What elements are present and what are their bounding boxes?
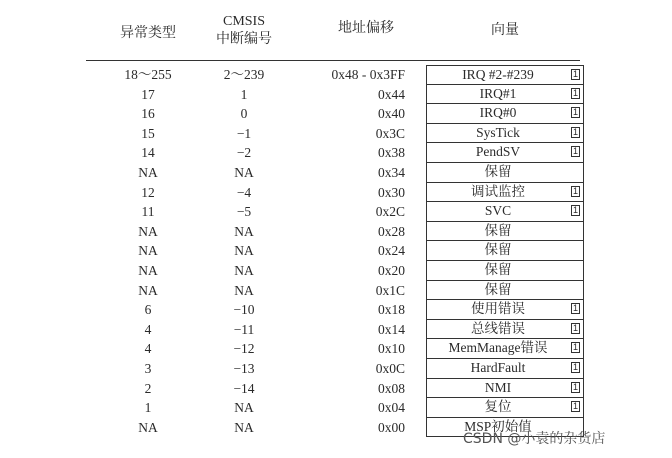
header-cmsis-line1: CMSIS [222,14,266,29]
vector-cell [426,85,584,105]
address-offset-cell: 0x20 [378,263,405,278]
vector-cell [426,379,584,399]
address-offset-cell: 0x48 - 0x3FF [331,67,405,82]
address-offset-cell: 0x24 [378,243,405,259]
vector-label: SVC [484,203,512,219]
vector-cell [426,183,584,203]
vector-label: SysTick [476,124,520,140]
exception-type-cell: 3 [144,361,152,376]
table-row [0,320,672,340]
vector-cell [426,104,584,124]
vector-label: 调试监控 [471,183,525,199]
cmsis-number-cell: NA [234,223,254,239]
vector-cell [426,398,584,418]
vector-label: MemManage错误 [448,340,548,356]
address-offset-cell: 0x10 [378,341,405,357]
header-divider [86,60,580,61]
table-row [0,222,672,242]
exception-type-cell: 14 [141,145,155,161]
vector-label: PendSV [475,144,521,160]
table-row [0,359,672,379]
header-address-offset: 地址偏移 [338,21,394,36]
vector-cell [426,339,584,359]
thumb-bit-marker: 1 [572,107,578,118]
table-row [0,85,672,105]
thumb-bit-marker: 1 [572,362,578,372]
cmsis-number-cell: −13 [233,361,255,376]
table-row [0,65,672,85]
vector-label: IRQ#1 [479,85,517,101]
cmsis-number-cell: −2 [236,145,252,161]
vector-cell [426,202,584,222]
thumb-bit-marker: 1 [572,87,578,98]
address-offset-cell: 0x0C [375,361,405,376]
address-offset-cell: 0x1C [375,282,405,298]
thumb-bit-marker: 1 [572,401,578,412]
address-offset-cell: 0x04 [378,400,405,416]
vector-label: HardFault [470,360,526,375]
address-offset-cell: 0x30 [378,184,405,200]
vector-label: 使用错误 [471,301,525,317]
header-cmsis-line2: 中断编号 [216,32,272,47]
vector-label: 保留 [484,262,512,277]
cmsis-number-cell: −14 [233,380,255,396]
exception-type-cell: 4 [144,341,152,357]
address-offset-cell: 0x08 [378,380,405,396]
thumb-bit-marker: 1 [572,322,578,333]
exception-type-cell: NA [138,243,158,259]
cmsis-number-cell: NA [234,419,254,435]
thumb-bit-marker: 1 [572,69,578,79]
table-row [0,281,672,301]
cmsis-number-cell: −5 [236,204,252,220]
address-offset-cell: 0x14 [378,321,405,337]
thumb-bit-marker: 1 [572,342,578,353]
table-row [0,398,672,418]
table-row [0,261,672,281]
vector-cell [426,143,584,163]
thumb-bit-marker: 1 [572,185,578,196]
cmsis-number-cell: −1 [236,125,252,141]
vector-label: MSP初始值 [464,418,532,434]
vector-cell [426,241,584,261]
exception-type-cell: 4 [144,321,152,337]
exception-type-cell: 12 [141,184,155,200]
exception-type-cell: 6 [144,302,152,318]
vector-cell [426,320,584,340]
cmsis-number-cell: 2～239 [223,67,265,82]
table-row [0,143,672,163]
watermark: CSDN @小袁的杂货店 [463,431,606,447]
vector-label: 保留 [484,222,512,238]
thumb-bit-marker: 1 [572,205,578,216]
table-row [0,300,672,320]
address-offset-cell: 0x44 [378,86,405,102]
vector-label: IRQ #2-#239 [462,67,534,82]
vector-label: 保留 [484,164,512,179]
cmsis-number-cell: −4 [236,184,252,200]
address-offset-cell: 0x18 [378,302,405,318]
cmsis-number-cell: −11 [233,321,255,337]
vector-label: 保留 [484,242,512,258]
cmsis-number-cell: 1 [240,86,248,102]
vector-cell [426,163,584,183]
exception-type-cell: 2 [144,380,152,396]
thumb-bit-marker: 1 [572,146,578,157]
vector-label: 保留 [484,281,512,297]
exception-type-cell: NA [138,165,158,180]
exception-type-cell: 1 [144,400,152,416]
vector-label: IRQ#0 [479,105,517,121]
exception-type-cell: 11 [141,204,155,220]
table-row [0,202,672,222]
address-offset-cell: 0x3C [375,125,405,141]
thumb-bit-marker: 1 [572,126,578,137]
table-row [0,163,672,183]
cmsis-number-cell: NA [234,263,254,278]
vector-cell [426,65,584,85]
table-row [0,379,672,399]
exception-type-cell: NA [138,223,158,239]
table-row [0,183,672,203]
vector-cell [426,359,584,379]
address-offset-cell: 0x34 [378,165,405,180]
address-offset-cell: 0x40 [378,106,405,122]
thumb-bit-marker: 1 [572,381,578,392]
exception-type-cell: 18～255 [124,67,172,82]
table-row [0,339,672,359]
table-row [0,241,672,261]
address-offset-cell: 0x2C [375,204,405,220]
address-offset-cell: 0x00 [378,419,405,435]
vector-label: NMI [484,379,512,395]
exception-type-cell: 16 [141,106,155,122]
cmsis-number-cell: 0 [240,106,248,122]
vector-cell [426,261,584,281]
table-row [0,104,672,124]
cmsis-number-cell: −12 [233,341,255,357]
vector-cell [426,124,584,144]
cmsis-number-cell: NA [234,282,254,298]
cmsis-number-cell: NA [234,400,254,416]
address-offset-cell: 0x28 [378,223,405,239]
vector-label: 复位 [484,399,512,415]
vector-cell [426,222,584,242]
exception-type-cell: 17 [141,86,155,102]
header-cmsis [196,13,292,49]
vector-cell [426,300,584,320]
table-row [0,124,672,144]
vector-cell [426,281,584,301]
cmsis-number-cell: NA [234,165,254,180]
thumb-bit-marker: 1 [572,303,578,314]
exception-type-cell: NA [138,263,158,278]
exception-type-cell: NA [138,282,158,298]
cmsis-number-cell: NA [234,243,254,259]
header-exception-type: 异常类型 [120,26,176,41]
exception-type-cell: 15 [141,125,155,141]
cmsis-number-cell: −10 [233,302,255,318]
address-offset-cell: 0x38 [378,145,405,161]
exception-type-cell: NA [138,419,158,435]
vector-label: 总线错误 [471,320,525,336]
header-vector: 向量 [491,23,519,38]
